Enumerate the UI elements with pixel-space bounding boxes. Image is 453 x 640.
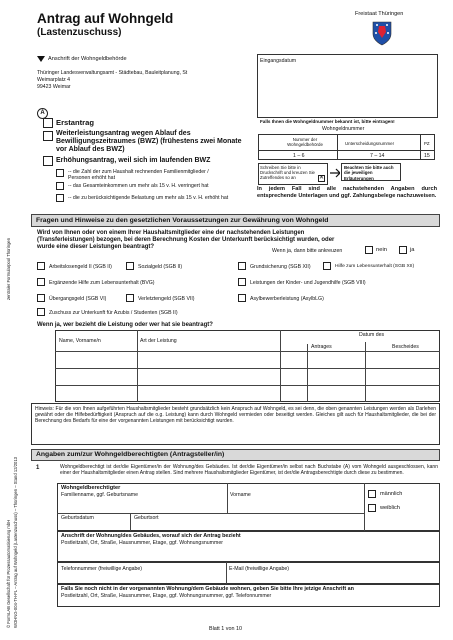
wg-col-unterscheidung: Unterscheidungsnummer: [345, 141, 395, 146]
erhoehung-checkbox[interactable]: [43, 156, 53, 166]
weiter-label: Weiterleistungsantrag wegen Ablauf des Bewilligungszeitraumes (BWZ) (frühestens zwei Monate vor Ablauf des BWZ): [56, 130, 242, 154]
telefon-label: Telefonnummer (freiwillige Angabe): [61, 566, 143, 572]
nein-checkbox[interactable]: [365, 246, 373, 254]
sub1-checkbox[interactable]: [56, 169, 64, 177]
wg-label: Wohngeldnummer: [322, 126, 365, 132]
weiblich-checkbox[interactable]: [368, 504, 376, 512]
pointer-icon: [330, 168, 340, 178]
q1-text: Wird von Ihnen oder von einem Ihrer Haushaltsmitglieder eine der nachstehenden Leistungen (Transferleistungen) bezogen, bei deren Berechnung Kosten der Unterkunft berücksichtigt wurden, oder wurde eine dieser Leistungen beantragt?: [37, 230, 335, 251]
eingangsdatum-label: Eingangsdatum: [260, 58, 297, 64]
sub1-label: -- die Zahl der zum Haushalt rechnenden Familienmitglieder / Personen erhöht hat: [68, 169, 209, 182]
section2-intro: Wohngeldberechtigt ist der/die Eigentümer/in der Wohnung/des Gebäudes. Ist der/die Eigentümer/in selbst nach Buchstabe (A) vom Wohngeld ausgeschlossen, kann einer der Haushaltsmitglieder einen Antrag stellen. Sind mehrere Haushaltsmitglieder Eigentümer, ist der/die Antragsberechtigte durch diese zu bestimmen.: [60, 464, 438, 476]
hint-right-text: Beachten Sie bitte auch die jeweiligen Erläuterungen: [344, 165, 394, 181]
side-text-copyright: © FormLAB Gesellschaft für Prozessautomatisierung mbH: [6, 519, 11, 628]
wg-note: Falls Ihnen die Wohngeldnummer bekannt ist, bitte eintragen!: [260, 119, 395, 124]
form-title: Antrag auf Wohngeld: [37, 11, 174, 26]
th-antrages: Antrages: [311, 344, 332, 350]
familienname-field[interactable]: [58, 498, 226, 508]
wg-range-3: 15: [424, 153, 430, 159]
benefit-checkbox-sgb8[interactable]: [238, 278, 246, 286]
vorname-label: Vorname: [230, 492, 251, 498]
state-name: Freistaat Thüringen: [355, 11, 404, 17]
nein-label: nein: [376, 247, 387, 253]
wb-label: Wohngeldberechtigter: [61, 485, 121, 491]
falls-label: Falls Sie noch nicht in der vorgenannten Wohnung/dem Gebäude wohnen, geben Sie bitte Ihre jetzige Anschrift an: [61, 586, 354, 592]
hint-text: Schreiben Sie bitte in Druckschrift und kreuzen Sie Zutreffendes so an: [260, 165, 315, 181]
th-name: Name, Vorname/n: [59, 338, 101, 344]
address-label: Anschrift der Wohngeldbehörde: [48, 56, 127, 62]
wg-col-pz: PZ: [424, 141, 430, 146]
email-label: E-Mail (freiwillige Angabe): [229, 566, 289, 572]
vorname-field[interactable]: [228, 498, 363, 508]
coat-of-arms-icon: [371, 20, 393, 46]
sub3-label: -- die zu berücksichtigende Belastung um mehr als 15 v. H. erhöht hat: [68, 195, 229, 201]
hinweis-text: Hinweis: Für die von Ihnen aufgeführten Haushaltsmitglieder besteht grundsätzlich kein Anspruch auf Wohngeld, es sei denn, die oben genannten Leistungen werden als Darlehen gewährt oder die Hilfebedürftigkeit (Anspruch auf die o.g. Leistung) kann durch Wohngeld vermieden oder beseitigt werden. Gleiches gilt auch für Haushaltsmitglieder, die bei der Berechnung des Bedarfs für eine der vorgenannten Leistungen mit berücksichtigt wurden.: [35, 406, 436, 424]
address-line-2: Weimarplatz 4: [37, 77, 71, 83]
benefit-label-azubi: Zuschuss zur Unterkunft für Azubis / Studenten (SGB II): [49, 310, 178, 316]
ja-label: ja: [410, 247, 415, 253]
benefit-checkbox-uebergangsgeld[interactable]: [37, 294, 45, 302]
weiter-checkbox[interactable]: [43, 131, 53, 141]
q1-hint: Wenn ja, dann bitte ankreuzen: [272, 248, 343, 254]
benefit-label-hzl: Hilfe zum Lebensunterhalt (SGB XII): [335, 264, 415, 269]
geburtsdatum-label: Geburtsdatum: [61, 515, 94, 521]
weiblich-label: weiblich: [380, 505, 400, 511]
benefit-label-bvg: Ergänzende Hilfe zum Lebensunterhalt (BVG): [49, 280, 155, 286]
wg-range-1: 1 – 6: [293, 153, 305, 159]
benefit-label-grundsicherung: Grundsicherung (SGB XII): [250, 264, 311, 270]
sub2-checkbox[interactable]: [56, 182, 64, 190]
side-text-pool: zentraler Formularpool Thüringen: [6, 237, 11, 300]
wg-col-behoerde: Nummer der Wohngeldbehörde: [287, 137, 323, 148]
sub2-label: -- das Gesamteinkommen um mehr als 15 v. H. verringert hat: [68, 183, 209, 189]
ja-checkbox[interactable]: [399, 246, 407, 254]
sample-cross-icon: ✕: [319, 175, 325, 181]
maennlich-label: männlich: [380, 491, 403, 497]
benefit-checkbox-verletztengeld[interactable]: [126, 294, 134, 302]
erstantrag-checkbox[interactable]: [43, 118, 53, 128]
section1-title: Fragen und Hinweise zu den gesetzlichen Voraussetzungen zur Gewährung von Wohngeld: [36, 217, 329, 224]
recipients-table: [55, 330, 440, 402]
anschrift-label: Anschrift der Wohnung/des Gebäudes, worauf sich der Antrag bezieht: [61, 533, 241, 539]
benefit-checkbox-sozialgeld[interactable]: [126, 262, 134, 270]
address-line-3: 99423 Weimar: [37, 84, 71, 90]
geburtsort-label: Geburtsort: [134, 515, 159, 521]
th-datum: Datum des: [359, 332, 385, 338]
triangle-down-icon: [37, 56, 45, 62]
benefit-checkbox-alg2[interactable]: [37, 262, 45, 270]
q2-text: Wenn ja, wer bezieht die Leistung oder wer hat sie beantragt?: [37, 322, 213, 328]
benefit-checkbox-grundsicherung[interactable]: [238, 262, 246, 270]
benefit-label-uebergangsgeld: Übergangsgeld (SGB VI): [49, 296, 107, 302]
th-art: Art der Leistung: [140, 338, 177, 344]
th-bescheides: Bescheides: [392, 344, 419, 350]
sub3-checkbox[interactable]: [56, 194, 64, 202]
section-a-badge: A: [37, 108, 48, 119]
falls-sub: Postleitzahl, Ort, Straße, Hausnummer, Etage, ggf. Wohnungsnummer, ggf. Telefonnummer: [61, 593, 272, 599]
address-line-1: Thüringer Landesverwaltungsamt - Städtebau, Bauleitplanung, St: [37, 70, 188, 76]
benefit-checkbox-azubi[interactable]: [37, 308, 45, 316]
benefit-checkbox-hzl[interactable]: [323, 262, 331, 270]
anschrift-field[interactable]: [58, 547, 439, 561]
benefit-label-verletztengeld: Verletztengeld (SGB VII): [138, 296, 195, 302]
benefit-label-alg2: Arbeitslosengeld II (SGB II): [49, 264, 112, 270]
section2-number: 1: [36, 465, 40, 471]
familienname-label: Familienname, ggf. Geburtsname: [61, 492, 138, 498]
anschrift-sub: Postleitzahl, Ort, Straße, Hausnummer, Etage, ggf. Wohnungsnummer: [61, 540, 223, 546]
benefit-label-sgb8: Leistungen der Kinder- und Jugendhilfe (SGB VIII): [250, 280, 366, 286]
benefit-checkbox-bvg[interactable]: [37, 278, 45, 286]
benefit-label-sozialgeld: Sozialgeld (SGB II): [138, 264, 183, 270]
erstantrag-label: Erstantrag: [56, 118, 94, 127]
form-subtitle: (Lastenzuschuss): [37, 27, 122, 38]
erhoehung-label: Erhöhungsantrag, weil sich im laufenden BWZ: [56, 157, 211, 164]
wg-range-2: 7 – 14: [370, 153, 385, 159]
page-number: Blatt 1 von 10: [209, 626, 242, 632]
maennlich-checkbox[interactable]: [368, 490, 376, 498]
side-note: In jedem Fall sind alle nachstehenden Angaben durch entsprechende Unterlagen und ggf. Zahlungsbelege nachzuweisen.: [257, 186, 437, 199]
benefit-label-asylblg: Asylbewerberleistung (AsylbLG): [250, 296, 324, 302]
benefit-checkbox-asylblg[interactable]: [238, 294, 246, 302]
section2-title: Angaben zum/zur Wohngeldberechtigten (Antragsteller/in): [36, 451, 225, 458]
side-text-form-id: WOHNG-004-TH-FL – Antrag auf Wohngeld (Lastenzuschuss) – Thüringen – Stand 12/2013: [13, 456, 18, 628]
